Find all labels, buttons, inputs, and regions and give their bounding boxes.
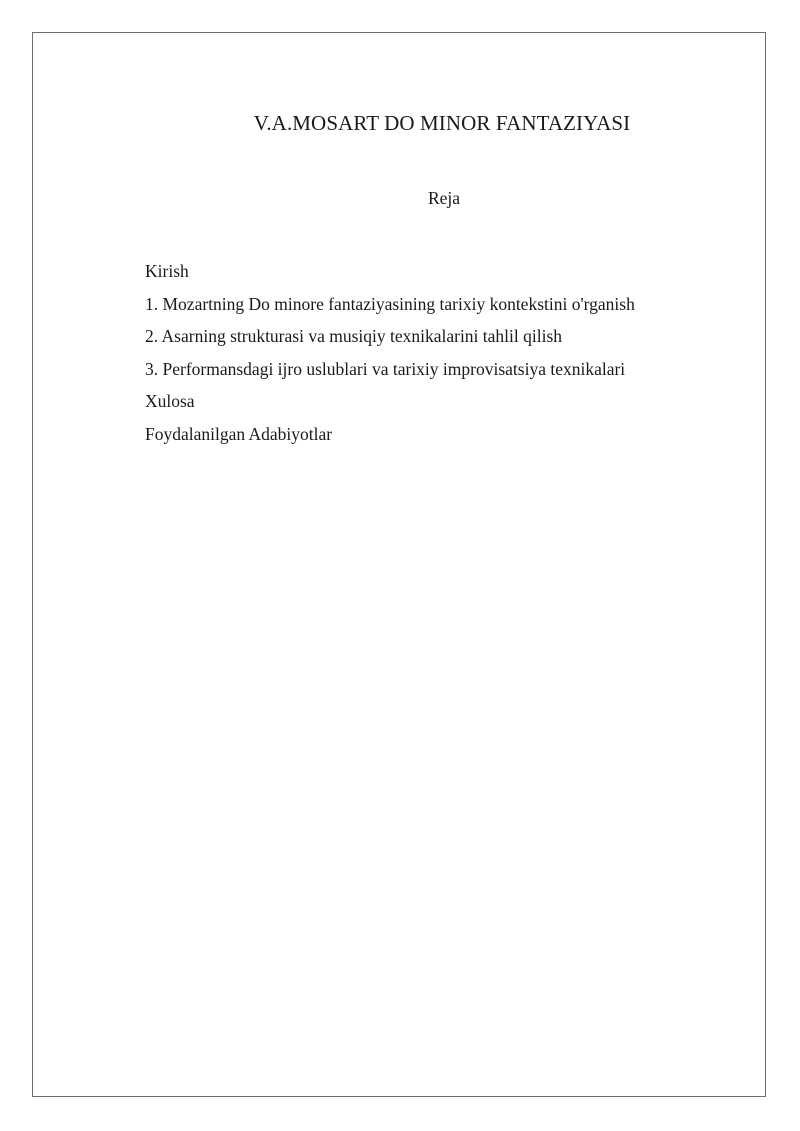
toc-item-1: 1. Mozartning Do minore fantaziyasining tarixiy kontekstini o'rganish xyxy=(145,293,635,314)
document-title: V.A.MOSART DO MINOR FANTAZIYASI xyxy=(253,111,631,135)
toc-item-references: Foydalanilgan Adabiyotlar xyxy=(145,423,333,444)
toc-item-conclusion: Xulosa xyxy=(145,391,195,412)
toc-item-3: 3. Performansdagi ijro uslublari va tarixiy improvisatsiya texnikalari xyxy=(145,358,626,379)
toc-item-introduction: Kirish xyxy=(145,261,189,281)
table-of-contents xyxy=(145,259,635,455)
document-page xyxy=(32,32,766,1097)
plan-heading: Reja xyxy=(427,188,461,208)
toc-item-2: 2. Asarning strukturasi va musiqiy texnikalarini tahlil qilish xyxy=(145,326,563,347)
